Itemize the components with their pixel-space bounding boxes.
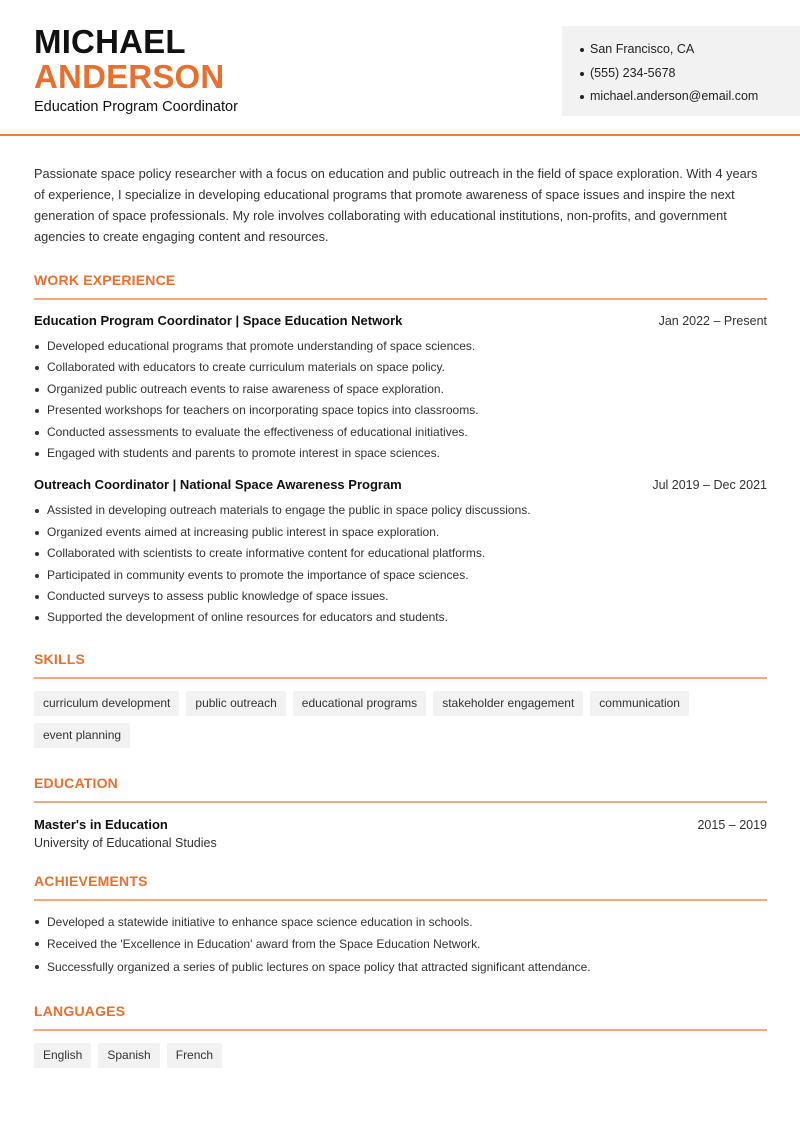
bullet-text: Developed educational programs that promote understanding of space sciences. <box>47 339 476 353</box>
list-item <box>34 586 767 607</box>
section-heading: WORK EXPERIENCE <box>34 272 176 288</box>
degree: Master's in Education <box>34 816 168 832</box>
bullet-text: Organized events aimed at increasing public interest in space exploration. <box>47 524 440 539</box>
section-divider <box>34 677 767 679</box>
language-tag: Spanish <box>98 1043 159 1068</box>
language-tags <box>34 1043 767 1075</box>
resume-body <box>34 163 767 1075</box>
bullet-text: Collaborated with educators to create curriculum materials on space policy. <box>47 360 445 375</box>
list-item <box>34 357 767 378</box>
bullet-text: Supported the development of online resources for educators and students. <box>47 610 448 625</box>
contact-box <box>562 26 800 116</box>
list-item <box>34 500 767 521</box>
job-bullets <box>34 336 767 464</box>
achievement-list <box>34 911 767 979</box>
bullet-text: Conducted assessments to evaluate the effectiveness of educational initiatives. <box>47 424 468 439</box>
bullet-text: Engaged with students and parents to promote interest in space sciences. <box>47 446 440 461</box>
bullet-icon <box>35 965 39 969</box>
contact-location <box>580 38 800 62</box>
bullet-icon <box>35 531 39 535</box>
section-heading: ACHIEVEMENTS <box>34 872 148 889</box>
bullet-icon <box>35 574 39 578</box>
list-item <box>34 400 767 421</box>
list-item <box>34 911 767 934</box>
languages-section <box>34 1003 767 1075</box>
section-heading: EDUCATION <box>34 774 118 791</box>
skill-tag: curriculum development <box>34 691 179 716</box>
work-experience-section <box>34 272 767 629</box>
job-header <box>34 313 767 328</box>
bullet-icon <box>35 409 39 413</box>
bullet-icon <box>580 48 584 52</box>
skills-section <box>34 651 767 755</box>
section-divider <box>34 1029 767 1031</box>
bullet-text: Participated in community events to promote the importance of space sciences. <box>47 567 469 582</box>
bullet-icon <box>35 595 39 599</box>
bullet-text: Organized public outreach events to raise awareness of space exploration. <box>47 381 444 396</box>
bullet-text: Received the 'Excellence in Education' award from the Space Education Network. <box>47 937 481 952</box>
skill-tag: educational programs <box>293 691 426 716</box>
skill-tag: public outreach <box>186 691 285 716</box>
language-tag: English <box>34 1043 91 1068</box>
list-item <box>34 607 767 628</box>
bullet-icon <box>35 345 39 349</box>
bullet-icon <box>35 942 39 946</box>
bullet-icon <box>580 72 584 76</box>
location-text: San Francisco, CA <box>590 42 695 56</box>
bullet-text: Presented workshops for teachers on incorporating space topics into classrooms. <box>47 403 479 418</box>
email-text: michael.anderson@email.com <box>590 89 759 103</box>
list-item <box>34 422 767 443</box>
list-item <box>34 956 767 979</box>
achievements-section <box>34 873 767 979</box>
bullet-text: Conducted surveys to assess public knowledge of space issues. <box>47 589 389 604</box>
education-section <box>34 775 767 850</box>
candidate-name <box>34 24 224 94</box>
contact-email <box>580 85 800 109</box>
section-heading: LANGUAGES <box>34 1003 126 1020</box>
job-role: Education Program Coordinator | Space Education Network <box>34 313 403 328</box>
list-item <box>34 443 767 464</box>
bullet-icon <box>35 920 39 924</box>
job-bullets <box>34 500 767 628</box>
list-item <box>34 543 767 564</box>
section-divider <box>34 801 767 803</box>
section-divider <box>34 298 767 300</box>
bullet-text: Developed a statewide initiative to enhance space science education in schools. <box>47 914 473 929</box>
bullet-icon <box>35 388 39 392</box>
bullet-text: Assisted in developing outreach materials to engage the public in space policy discussions. <box>47 503 531 518</box>
job-entry <box>34 313 767 464</box>
phone-text: (555) 234-5678 <box>590 65 676 80</box>
bullet-icon <box>35 616 39 620</box>
job-role: Outreach Coordinator | National Space Awareness Program <box>34 477 402 493</box>
skill-tag: stakeholder engagement <box>433 691 583 716</box>
skill-tag: communication <box>590 691 689 716</box>
resume-header <box>0 0 800 136</box>
list-item <box>34 336 767 357</box>
skill-tag: event planning <box>34 723 130 748</box>
section-divider <box>34 899 767 901</box>
bullet-icon <box>35 552 39 556</box>
contact-phone <box>580 62 800 86</box>
bullet-text: Collaborated with scientists to create informative content for educational platforms. <box>47 546 486 561</box>
bullet-icon <box>35 509 39 513</box>
summary-paragraph: Passionate space policy researcher with a focus on education and public outreach in the field of space exploration. With 4 years of experience, I specialize in developing educational programs that promote awareness of space issues and inspire the next generation of space professionals. My role involves collaborating with educational institutions, non-profits, and government agencies to create engaging content and resources. <box>34 166 758 244</box>
job-dates: Jan 2022 – Present <box>658 314 767 328</box>
list-item <box>34 522 767 543</box>
job-title: Education Program Coordinator <box>34 99 238 115</box>
bullet-icon <box>35 452 39 456</box>
school-name: University of Educational Studies <box>34 835 217 850</box>
section-heading: SKILLS <box>34 650 85 667</box>
job-entry <box>34 477 767 628</box>
bullet-icon <box>580 95 584 99</box>
language-tag: French <box>167 1043 222 1068</box>
contact-list <box>580 38 800 109</box>
skill-tags <box>34 691 767 755</box>
bullet-text: Successfully organized a series of public lectures on space policy that attracted significant attendance. <box>47 959 591 974</box>
first-name: MICHAEL <box>34 23 186 60</box>
job-header <box>34 477 767 492</box>
list-item <box>34 565 767 586</box>
last-name: ANDERSON <box>34 58 225 95</box>
education-header <box>34 817 767 832</box>
list-item <box>34 379 767 400</box>
bullet-icon <box>35 431 39 435</box>
list-item <box>34 933 767 956</box>
bullet-icon <box>35 366 39 370</box>
education-dates: 2015 – 2019 <box>697 817 767 832</box>
job-dates: Jul 2019 – Dec 2021 <box>652 478 767 493</box>
